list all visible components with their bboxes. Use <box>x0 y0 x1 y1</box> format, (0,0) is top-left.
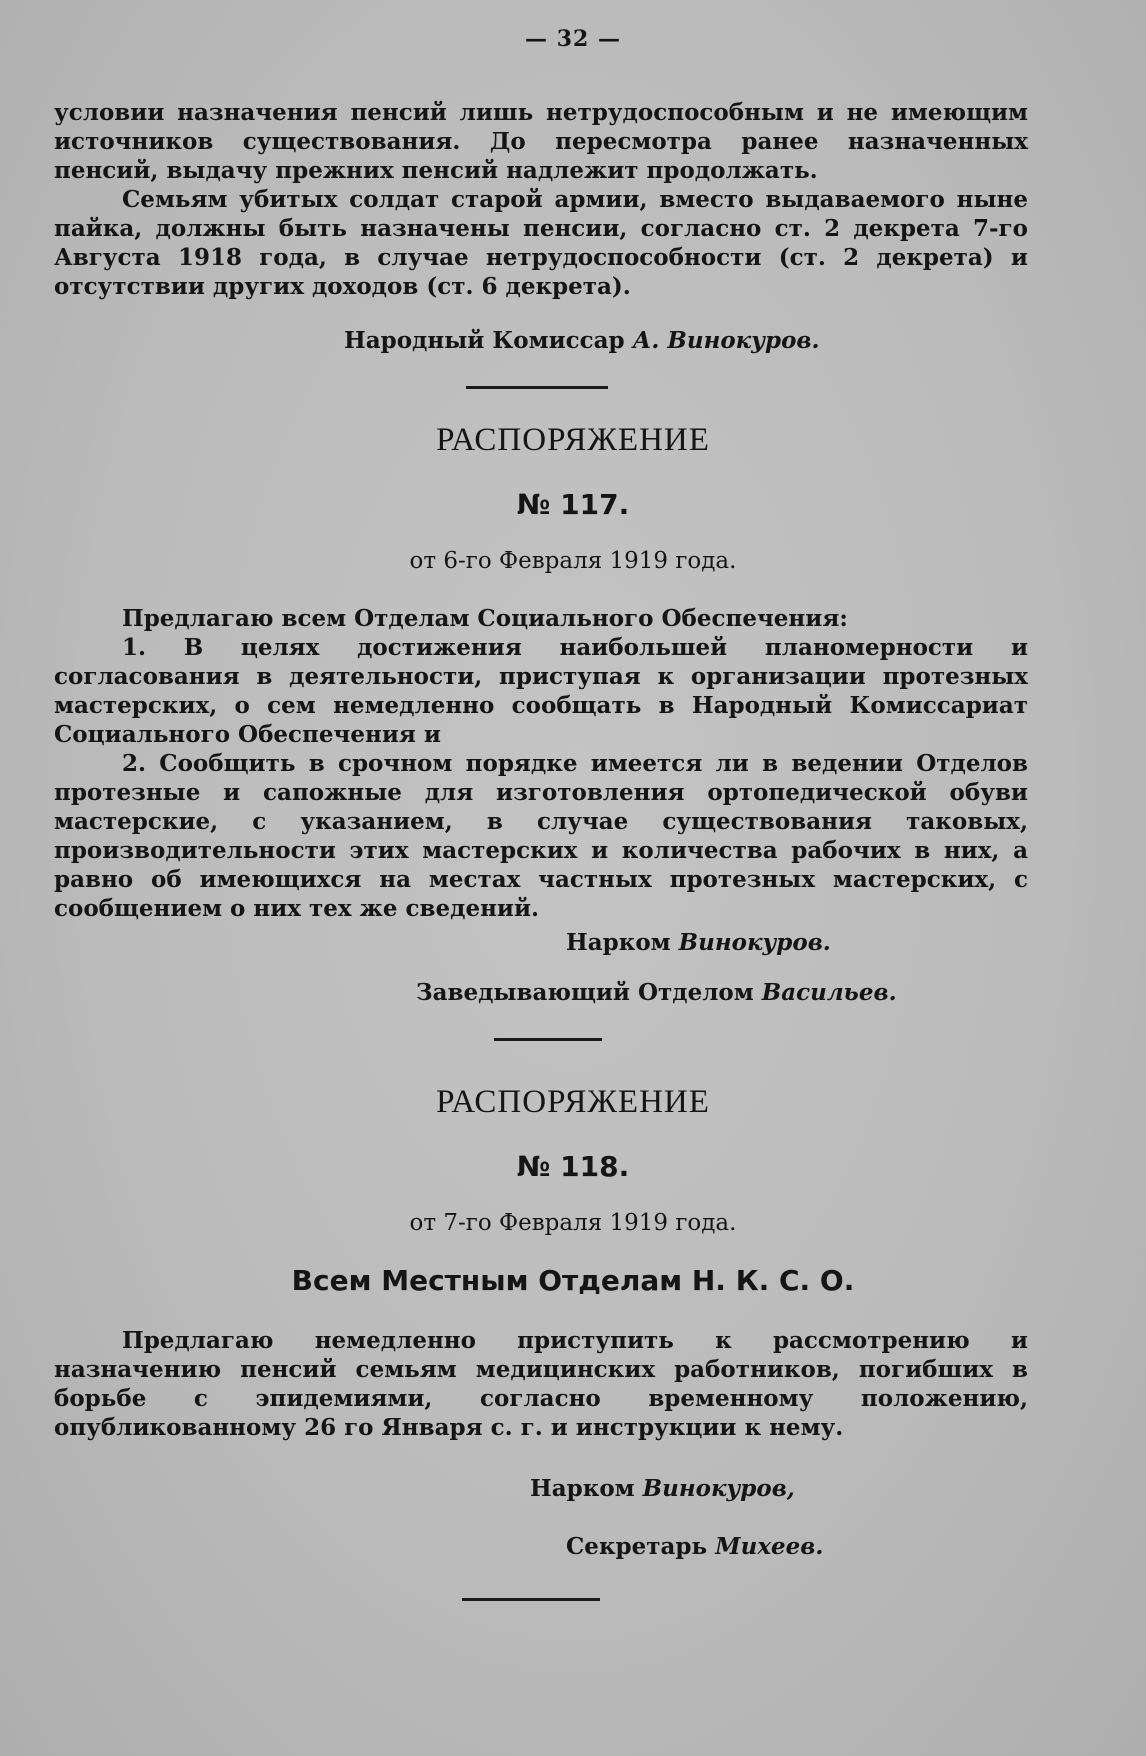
order-118-signature-2 <box>566 1532 823 1561</box>
intro-paragraph-2: Семьям убитых солдат старой армии, вместо выдаваемого ныне пайка, должны быть назначены пенсии, согласно ст. 2 декрета 7-го Августа 1918 года, в случае нетрудоспособности (ст. 2 декрета) и отсутствии других доходов (ст. 6 декрета). <box>54 186 1028 300</box>
order-118-signature-1 <box>530 1474 795 1503</box>
order-117-sig1-title: Нарком <box>566 929 671 956</box>
intro-signature-name: А. Винокуров. <box>632 327 820 354</box>
order-117-date: от 6-го Февраля 1919 года. <box>409 548 737 574</box>
order-117-signature-2 <box>416 978 897 1007</box>
order-117-number: № 117. <box>516 488 630 521</box>
order-118-sig1-name: Винокуров, <box>642 1475 795 1502</box>
order-118-sig1-title: Нарком <box>530 1475 635 1502</box>
order-117-heading: РАСПОРЯЖЕНИЕ <box>436 422 710 458</box>
section-divider-1 <box>466 386 608 389</box>
order-118-sig2-name: Михеев. <box>715 1533 824 1560</box>
order-117-signature-1 <box>566 928 831 957</box>
order-117-sig1-name: Винокуров. <box>678 929 831 956</box>
intro-signature <box>344 326 820 355</box>
order-118-body <box>54 1326 1028 1442</box>
intro-text <box>54 98 1028 301</box>
order-118-sig2-title: Секретарь <box>566 1533 708 1560</box>
order-117-sig2-title: Заведывающий Отделом <box>416 979 754 1006</box>
order-117-item-2: 2. Сообщить в срочном порядке имеется ли в ведении Отделов протезные и сапожные для изготовления ортопедической обуви мастерские, с указанием, в случае существования таковых, производительности этих мастерских и количества рабочих в них, а равно об имеющихся на местах частных протезных мастерских, с сообщением о них тех же сведений. <box>54 750 1028 922</box>
section-divider-2 <box>494 1038 602 1041</box>
order-117-item-1: 1. В целях достижения наибольшей планомерности и согласования в деятельности, приступая к организации протезных мастерских, о сем немедленно сообщать в Народный Комиссариат Социального Обеспечения и <box>54 634 1028 748</box>
order-117-sig2-name: Васильев. <box>761 979 897 1006</box>
order-118-address: Всем Местным Отделам Н. К. С. О. <box>291 1264 855 1297</box>
page-number: — 32 — <box>525 26 621 52</box>
order-117-lead: Предлагаю всем Отделам Социального Обеспечения: <box>122 605 848 632</box>
intro-signature-title: Народный Комиссар <box>344 327 625 354</box>
order-118-body-text: Предлагаю немедленно приступить к рассмотрению и назначению пенсий семьям медицинских работников, погибших в борьбе с эпидемиями, согласно временному положению, опубликованному 26 го Января с. г. и инструкции к нему. <box>54 1327 1028 1441</box>
section-divider-3 <box>462 1598 600 1601</box>
order-118-number: № 118. <box>516 1150 630 1183</box>
order-118-heading: РАСПОРЯЖЕНИЕ <box>436 1084 710 1120</box>
order-117-body <box>54 604 1028 923</box>
order-118-date: от 7-го Февраля 1919 года. <box>409 1210 737 1236</box>
intro-paragraph-1: условии назначения пенсий лишь нетрудоспособным и не имеющим источников существования. До пересмотра ранее назначенных пенсий, выдачу прежних пенсий надлежит продолжать. <box>54 99 1028 184</box>
